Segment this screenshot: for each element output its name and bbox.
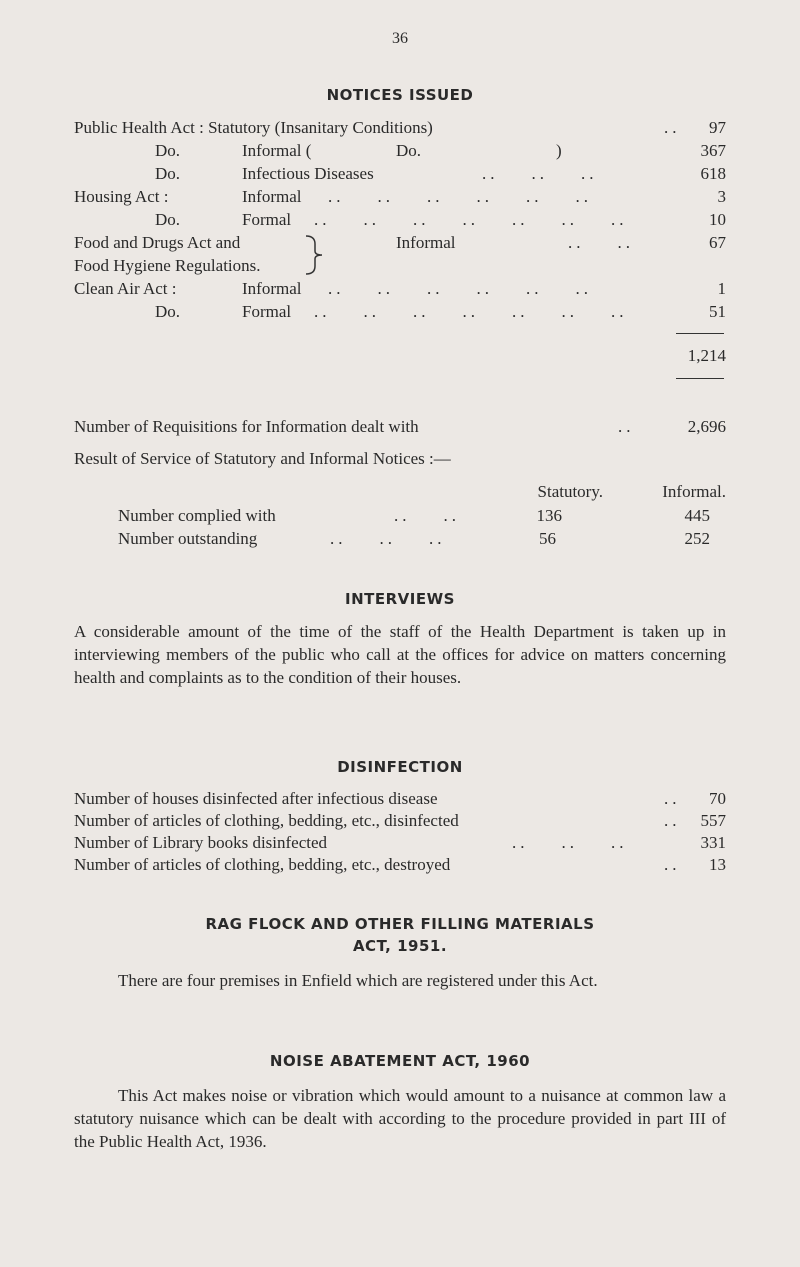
notice-value: 618 bbox=[700, 164, 726, 183]
notice-value: 51 bbox=[709, 302, 726, 321]
requisitions-label: Number of Requisitions for Information dealt with bbox=[74, 417, 419, 436]
disinfection-label: Number of articles of clothing, bedding, etc., disinfected bbox=[74, 811, 459, 830]
result-row: Number outstanding .. .. .. 56 252 bbox=[118, 529, 710, 548]
result-statutory: 56 bbox=[539, 529, 556, 548]
result-intro bbox=[74, 448, 726, 470]
result-row-label: Number outstanding bbox=[118, 529, 258, 548]
notice-col2: Formal bbox=[242, 210, 292, 229]
notice-col2: Informal bbox=[242, 187, 302, 206]
notice-line2: Food Hygiene Regulations. bbox=[74, 256, 261, 275]
notice-row: Housing Act : Informal .. .. .. .. .. .. 3 bbox=[74, 187, 726, 206]
disinfection-value: 70 bbox=[709, 789, 726, 808]
interviews-paragraph: A considerable amount of the time of the staff of the Health Department is taken up in interviewing members of the public who call at the offices for advice on matters concerning health and complaints as to the condition of their houses. bbox=[74, 622, 726, 687]
disinfection-row: Number of houses disinfected after infectious disease .. 70 bbox=[74, 789, 726, 808]
disinfection-value: 557 bbox=[700, 811, 726, 830]
page-number: 36 bbox=[392, 30, 408, 47]
notice-col4: ) bbox=[556, 141, 562, 160]
notice-row: Do. Formal .. .. .. .. .. .. .. 51 bbox=[155, 302, 726, 321]
notice-value: 10 bbox=[709, 210, 726, 229]
requisitions-value: 2,696 bbox=[687, 417, 726, 436]
total-rule-bottom bbox=[676, 378, 724, 379]
result-informal: 445 bbox=[684, 506, 710, 525]
notice-col2: Informal ( bbox=[242, 141, 312, 160]
notice-row: Do. Infectious Diseases .. .. .. 618 bbox=[155, 164, 726, 183]
notice-row: Do. Formal .. .. .. .. .. .. .. 10 bbox=[155, 210, 726, 229]
notice-col1: Do. bbox=[155, 302, 181, 321]
notice-value: 1 bbox=[717, 279, 726, 298]
disinfection-label: Number of Library books disinfected bbox=[74, 833, 328, 852]
notice-value: 97 bbox=[709, 118, 726, 137]
noise-paragraph: This Act makes noise or vibration which would amount to a nuisance at common law a statutory nuisance which can be dealt with according to the procedure provided in part III of the Public Health Act, 1936. bbox=[74, 1086, 726, 1151]
notice-value: 3 bbox=[717, 187, 726, 206]
notice-col3: Do. bbox=[396, 141, 422, 160]
result-statutory: 136 bbox=[536, 506, 562, 525]
notice-row: Food and Drugs Act and Informal .. .. 67 bbox=[74, 233, 726, 252]
notice-col1: Do. bbox=[155, 210, 181, 229]
disinfection-value: 331 bbox=[700, 833, 726, 852]
notices-total-value: 1,214 bbox=[687, 346, 726, 365]
notice-row: Clean Air Act : Informal .. .. .. .. .. .. 1 bbox=[74, 279, 726, 298]
notice-col1: Housing Act : bbox=[74, 187, 169, 206]
notice-value: 367 bbox=[700, 141, 726, 160]
result-header-row bbox=[74, 481, 726, 503]
notice-col2: Informal bbox=[242, 279, 302, 298]
result-row-label: Number complied with bbox=[118, 506, 276, 525]
interviews-heading: INTERVIEWS bbox=[345, 590, 455, 608]
notice-line1: Food and Drugs Act and bbox=[74, 233, 241, 252]
notices-total bbox=[600, 345, 726, 367]
disinfection-row: Number of Library books disinfected .. .. .. 331 bbox=[74, 833, 726, 852]
disinfection-label: Number of houses disinfected after infectious disease bbox=[74, 789, 438, 808]
disinfection-heading: DISINFECTION bbox=[337, 758, 463, 776]
notice-row-continuation bbox=[74, 255, 374, 277]
rag-flock-heading-line1: RAG FLOCK AND OTHER FILLING MATERIALS bbox=[205, 915, 595, 933]
notice-col2: Infectious Diseases bbox=[242, 164, 374, 183]
col-statutory-header: Statutory. bbox=[537, 482, 603, 501]
disinfection-row: Number of articles of clothing, bedding, etc., disinfected .. 557 bbox=[74, 811, 726, 830]
notice-row bbox=[74, 140, 726, 162]
disinfection-label: Number of articles of clothing, bedding, etc., destroyed bbox=[74, 855, 451, 874]
rag-flock-paragraph: There are four premises in Enfield which are registered under this Act. bbox=[118, 971, 598, 990]
result-informal: 252 bbox=[684, 529, 710, 548]
noise-heading: NOISE ABATEMENT ACT, 1960 bbox=[269, 1052, 531, 1070]
notice-col1: Do. bbox=[155, 164, 181, 183]
disinfection-row: Number of articles of clothing, bedding, etc., destroyed .. 13 bbox=[74, 855, 726, 874]
notice-col2: Formal bbox=[242, 302, 292, 321]
notices-heading: NOTICES ISSUED bbox=[326, 86, 474, 104]
notice-col2: Informal bbox=[396, 233, 456, 252]
result-label: Result of Service of Statutory and Informal Notices :— bbox=[74, 449, 451, 468]
rag-flock-heading-line2: ACT, 1951. bbox=[352, 937, 448, 955]
disinfection-value: 13 bbox=[709, 855, 726, 874]
col-informal-header: Informal. bbox=[662, 482, 726, 501]
notice-col1: Clean Air Act : bbox=[74, 279, 177, 298]
brace-icon bbox=[302, 232, 328, 278]
requisitions-row: Number of Requisitions for Information dealt with .. 2,696 bbox=[74, 417, 726, 436]
notice-row: Public Health Act : Statutory (Insanitary Conditions) .. 97 bbox=[74, 118, 726, 137]
notice-value: 67 bbox=[709, 233, 726, 252]
notice-label: Public Health Act : Statutory (Insanitary Conditions) bbox=[74, 118, 433, 137]
notice-col1: Do. bbox=[155, 141, 181, 160]
total-rule-top bbox=[676, 333, 724, 334]
result-row: Number complied with .. .. 136 445 bbox=[118, 506, 710, 525]
